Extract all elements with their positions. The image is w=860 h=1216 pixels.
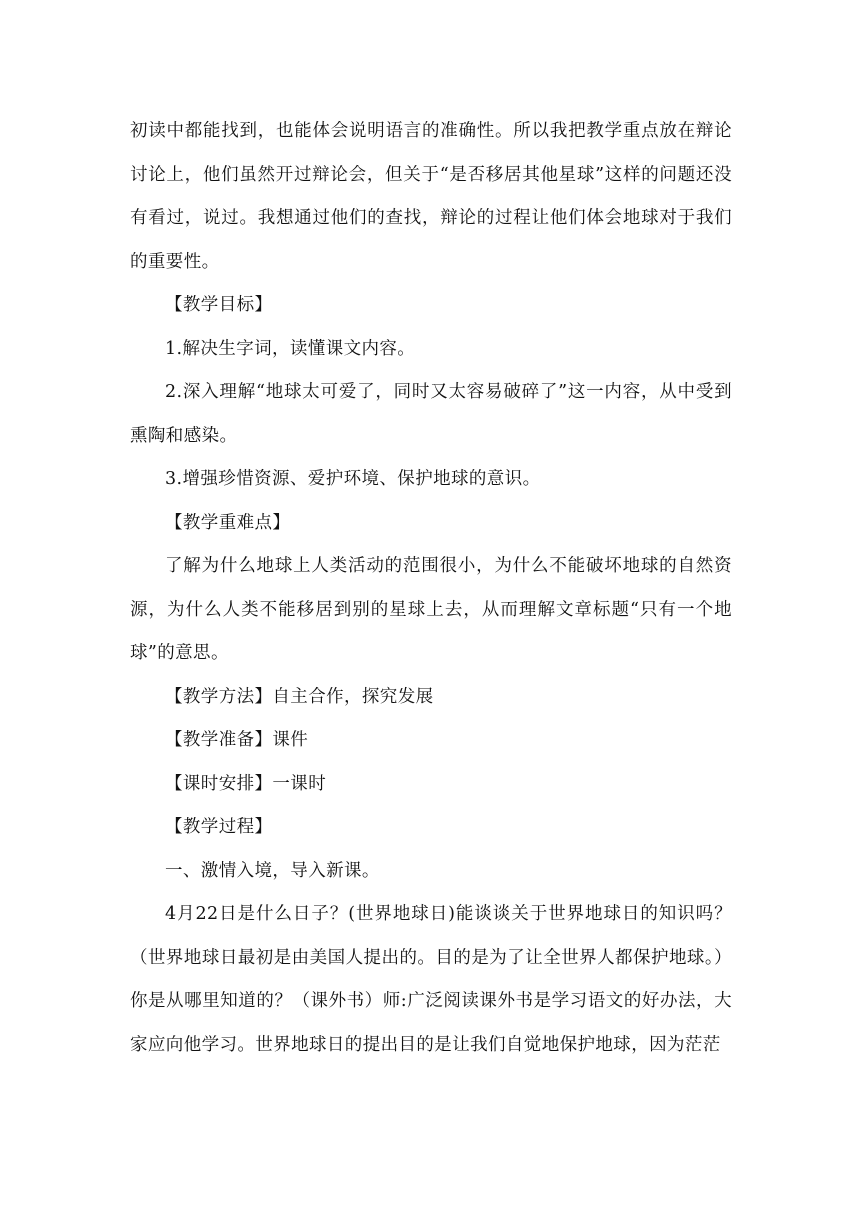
goal-item-2: 2.深入理解“地球太可爱了，同时又太容易破碎了”这一内容，从中受到熏陶和感染。 — [130, 382, 732, 446]
goal-item-3: 3.增强珍惜资源、爱护环境、保护地球的意识。 — [165, 469, 541, 489]
heading-teaching-goals: 【教学目标】 — [165, 295, 273, 315]
goal-item-1: 1.解决生字词，读懂课文内容。 — [165, 338, 416, 359]
paragraph-earth-day: 4月22日是什么日子？(世界地球日)能谈谈关于世界地球日的知识吗？（世界地球日最初是由美国人提出的。目的是为了让全世界人都保护地球。）你是从哪里知道的？（课外书）师:广泛阅读课外书是学习语文的好办法，大家应向他学习。世界地球日的提出目的是让我们自觉地保护地球，因为茫茫 — [130, 904, 732, 1055]
heading-teaching-process: 【教学过程】 — [165, 817, 273, 837]
line-teaching-method: 【教学方法】自主合作，探究发展 — [165, 686, 434, 707]
section-heading-1: 一、激情入境，导入新课。 — [165, 860, 380, 881]
paragraph-intro: 初读中都能找到，也能体会说明语言的准确性。所以我把教学重点放在辩论讨论上，他们虽然开过辩论会，但关于“是否移居其他星球”这样的问题还没有看过，说过。我想通过他们的查找，辩论的过程让他们体会地球对于我们的重要性。 — [130, 121, 732, 272]
paragraph-key-difficulties: 了解为什么地球上人类活动的范围很小，为什么不能破坏地球的自然资源，为什么人类不能移居到别的星球上去，从而理解文章标题“只有一个地球”的意思。 — [130, 556, 732, 663]
line-teaching-preparation: 【教学准备】课件 — [165, 730, 309, 750]
document-body — [130, 110, 732, 1067]
heading-key-difficulties: 【教学重难点】 — [165, 512, 291, 533]
line-class-schedule: 【课时安排】一课时 — [165, 773, 327, 794]
